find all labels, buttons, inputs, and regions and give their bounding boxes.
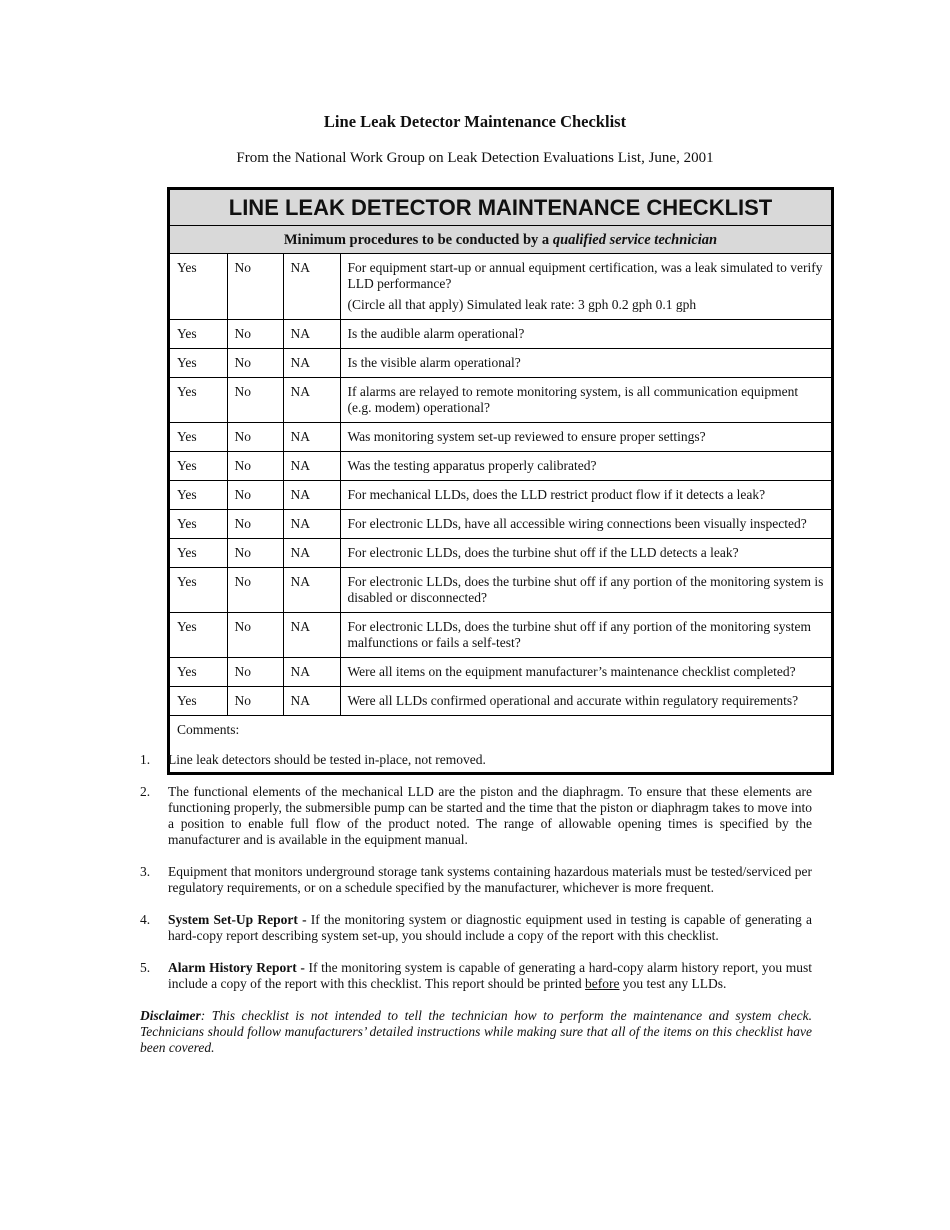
question-text: Is the audible alarm operational? xyxy=(347,326,525,341)
note-number: 3. xyxy=(140,864,151,879)
answer-yes[interactable]: Yes xyxy=(170,254,227,320)
disclaimer-text: : This checklist is not intended to tell the technician how to perform the maintenance and system check. Technicians should follow manufacturers’ detailed instructions while making sure that all of the items on this checklist have been covered. xyxy=(140,1008,812,1055)
question-text: For electronic LLDs, does the turbine shut off if the LLD detects a leak? xyxy=(347,545,739,560)
checklist-row xyxy=(170,378,831,423)
answer-yes[interactable]: Yes xyxy=(170,423,227,452)
checklist-table xyxy=(167,187,834,775)
answer-na[interactable]: NA xyxy=(283,613,340,658)
note-body: If the monitoring system is capable of generating a hard-copy alarm history report, you must include a copy of the report with this checklist. This report should be printed xyxy=(168,960,812,991)
checklist-header: LINE LEAK DETECTOR MAINTENANCE CHECKLIST xyxy=(170,190,831,226)
checklist-row xyxy=(170,423,831,452)
note-heading: Alarm History Report - xyxy=(168,960,305,975)
note-body: Equipment that monitors underground storage tank systems containing hazardous materials must be tested/serviced per regulatory requirements, or on a schedule specified by the manufacturer, whichever is more frequent. xyxy=(168,864,812,895)
answer-na[interactable]: NA xyxy=(283,539,340,568)
answer-yes[interactable]: Yes xyxy=(170,510,227,539)
question-text: For mechanical LLDs, does the LLD restrict product flow if it detects a leak? xyxy=(347,487,766,502)
checklist-row xyxy=(170,539,831,568)
answer-na[interactable]: NA xyxy=(283,423,340,452)
note-underline: before xyxy=(585,976,620,991)
answer-no[interactable]: No xyxy=(227,378,283,423)
document-title: Line Leak Detector Maintenance Checklist xyxy=(323,112,627,131)
checklist-row xyxy=(170,452,831,481)
checklist-question xyxy=(340,452,831,481)
answer-na[interactable]: NA xyxy=(283,568,340,613)
note-item xyxy=(140,912,812,944)
leak-rate-options[interactable]: (Circle all that apply) Simulated leak rate: 3 gph 0.2 gph 0.1 gph xyxy=(347,297,697,312)
question-text: Were all items on the equipment manufacturer’s maintenance checklist completed? xyxy=(347,664,796,679)
answer-yes[interactable]: Yes xyxy=(170,539,227,568)
answer-na[interactable]: NA xyxy=(283,349,340,378)
answer-no[interactable]: No xyxy=(227,510,283,539)
checklist-question xyxy=(340,510,831,539)
note-number: 2. xyxy=(140,784,151,799)
disclaimer-label: Disclaimer xyxy=(140,1008,201,1023)
question-text: For electronic LLDs, have all accessible wiring connections been visually inspected? xyxy=(347,516,807,531)
answer-yes[interactable]: Yes xyxy=(170,613,227,658)
answer-yes[interactable]: Yes xyxy=(170,452,227,481)
answer-na[interactable]: NA xyxy=(283,254,340,320)
checklist-question xyxy=(340,320,831,349)
checklist-row xyxy=(170,481,831,510)
answer-yes[interactable]: Yes xyxy=(170,378,227,423)
checklist-row xyxy=(170,510,831,539)
checklist-row xyxy=(170,349,831,378)
subheader-prefix: Minimum procedures to be conducted by a xyxy=(283,232,553,248)
note-text xyxy=(168,752,812,768)
checklist-question xyxy=(340,378,831,423)
answer-no[interactable]: No xyxy=(227,254,283,320)
note-text xyxy=(168,912,812,944)
checklist-row xyxy=(170,687,831,716)
answer-na[interactable]: NA xyxy=(283,481,340,510)
answer-no[interactable]: No xyxy=(227,658,283,687)
note-number: 5. xyxy=(140,960,151,975)
checklist-row xyxy=(170,613,831,658)
answer-na[interactable]: NA xyxy=(283,510,340,539)
question-text: For electronic LLDs, does the turbine shut off if any portion of the monitoring system malfunctions or fails a self-test? xyxy=(347,619,812,650)
answer-na[interactable]: NA xyxy=(283,658,340,687)
checklist-row xyxy=(170,254,831,320)
answer-no[interactable]: No xyxy=(227,423,283,452)
answer-na[interactable]: NA xyxy=(283,320,340,349)
note-number: 4. xyxy=(140,912,151,927)
answer-na[interactable]: NA xyxy=(283,378,340,423)
answer-yes[interactable]: Yes xyxy=(170,320,227,349)
answer-yes[interactable]: Yes xyxy=(170,349,227,378)
answer-na[interactable]: NA xyxy=(283,452,340,481)
note-body-end: you test any LLDs. xyxy=(619,976,727,991)
subheader-emphasis: qualified service technician xyxy=(552,232,718,248)
note-item xyxy=(140,784,812,848)
answer-no[interactable]: No xyxy=(227,349,283,378)
answer-no[interactable]: No xyxy=(227,320,283,349)
question-text: Were all LLDs confirmed operational and accurate within regulatory requirements? xyxy=(347,693,799,708)
answer-no[interactable]: No xyxy=(227,539,283,568)
question-text: For electronic LLDs, does the turbine shut off if any portion of the monitoring system is disabled or disconnected? xyxy=(347,574,824,605)
answer-no[interactable]: No xyxy=(227,481,283,510)
checklist-question xyxy=(340,539,831,568)
answer-yes[interactable]: Yes xyxy=(170,687,227,716)
note-text xyxy=(168,864,812,896)
answer-no[interactable]: No xyxy=(227,687,283,716)
answer-no[interactable]: No xyxy=(227,452,283,481)
note-body: The functional elements of the mechanical LLD are the piston and the diaphragm. To ensure that these elements are functioning properly, the submersible pump can be started and the time that the piston or diaphragm takes to move into a position to enable full flow of the product noted. The range of allowable opening times is specified by the manufacturer and is available in the equipment manual. xyxy=(168,784,812,847)
answer-no[interactable]: No xyxy=(227,613,283,658)
checklist-question xyxy=(340,613,831,658)
note-item xyxy=(140,752,812,768)
checklist-row xyxy=(170,658,831,687)
answer-yes[interactable]: Yes xyxy=(170,658,227,687)
question-text: For equipment start-up or annual equipment certification, was a leak simulated to verify LLD performance? xyxy=(347,260,823,291)
checklist-row xyxy=(170,320,831,349)
document-subtitle: From the National Work Group on Leak Detection Evaluations List, June, 2001 xyxy=(236,150,714,166)
answer-na[interactable]: NA xyxy=(283,687,340,716)
note-number: 1. xyxy=(140,752,151,767)
checklist-rows xyxy=(170,254,831,716)
question-text: If alarms are relayed to remote monitoring system, is all communication equipment (e.g. modem) operational? xyxy=(347,384,799,415)
checklist-subheader xyxy=(170,226,831,254)
answer-yes[interactable]: Yes xyxy=(170,481,227,510)
comments-label: Comments: xyxy=(177,722,240,737)
question-text: Was the testing apparatus properly calibrated? xyxy=(347,458,597,473)
checklist-question xyxy=(340,687,831,716)
note-text xyxy=(168,960,812,992)
note-body: If the monitoring system or diagnostic equipment used in testing is capable of generating a hard-copy report describing system set-up, you should include a copy of the report with this checklist. xyxy=(168,912,812,943)
disclaimer xyxy=(140,1008,812,1056)
checklist-question xyxy=(340,481,831,510)
note-item xyxy=(140,864,812,896)
question-text: Was monitoring system set-up reviewed to ensure proper settings? xyxy=(347,429,706,444)
checklist-question xyxy=(340,658,831,687)
note-body: Line leak detectors should be tested in-place, not removed. xyxy=(168,752,486,767)
checklist-question xyxy=(340,423,831,452)
answer-no[interactable]: No xyxy=(227,568,283,613)
question-text: Is the visible alarm operational? xyxy=(347,355,521,370)
note-text xyxy=(168,784,812,848)
checklist-question xyxy=(340,254,831,320)
checklist-question xyxy=(340,568,831,613)
answer-yes[interactable]: Yes xyxy=(170,568,227,613)
checklist-question xyxy=(340,349,831,378)
checklist-row xyxy=(170,568,831,613)
note-heading: System Set-Up Report - xyxy=(168,912,307,927)
note-item xyxy=(140,960,812,992)
notes-list xyxy=(140,752,812,1056)
